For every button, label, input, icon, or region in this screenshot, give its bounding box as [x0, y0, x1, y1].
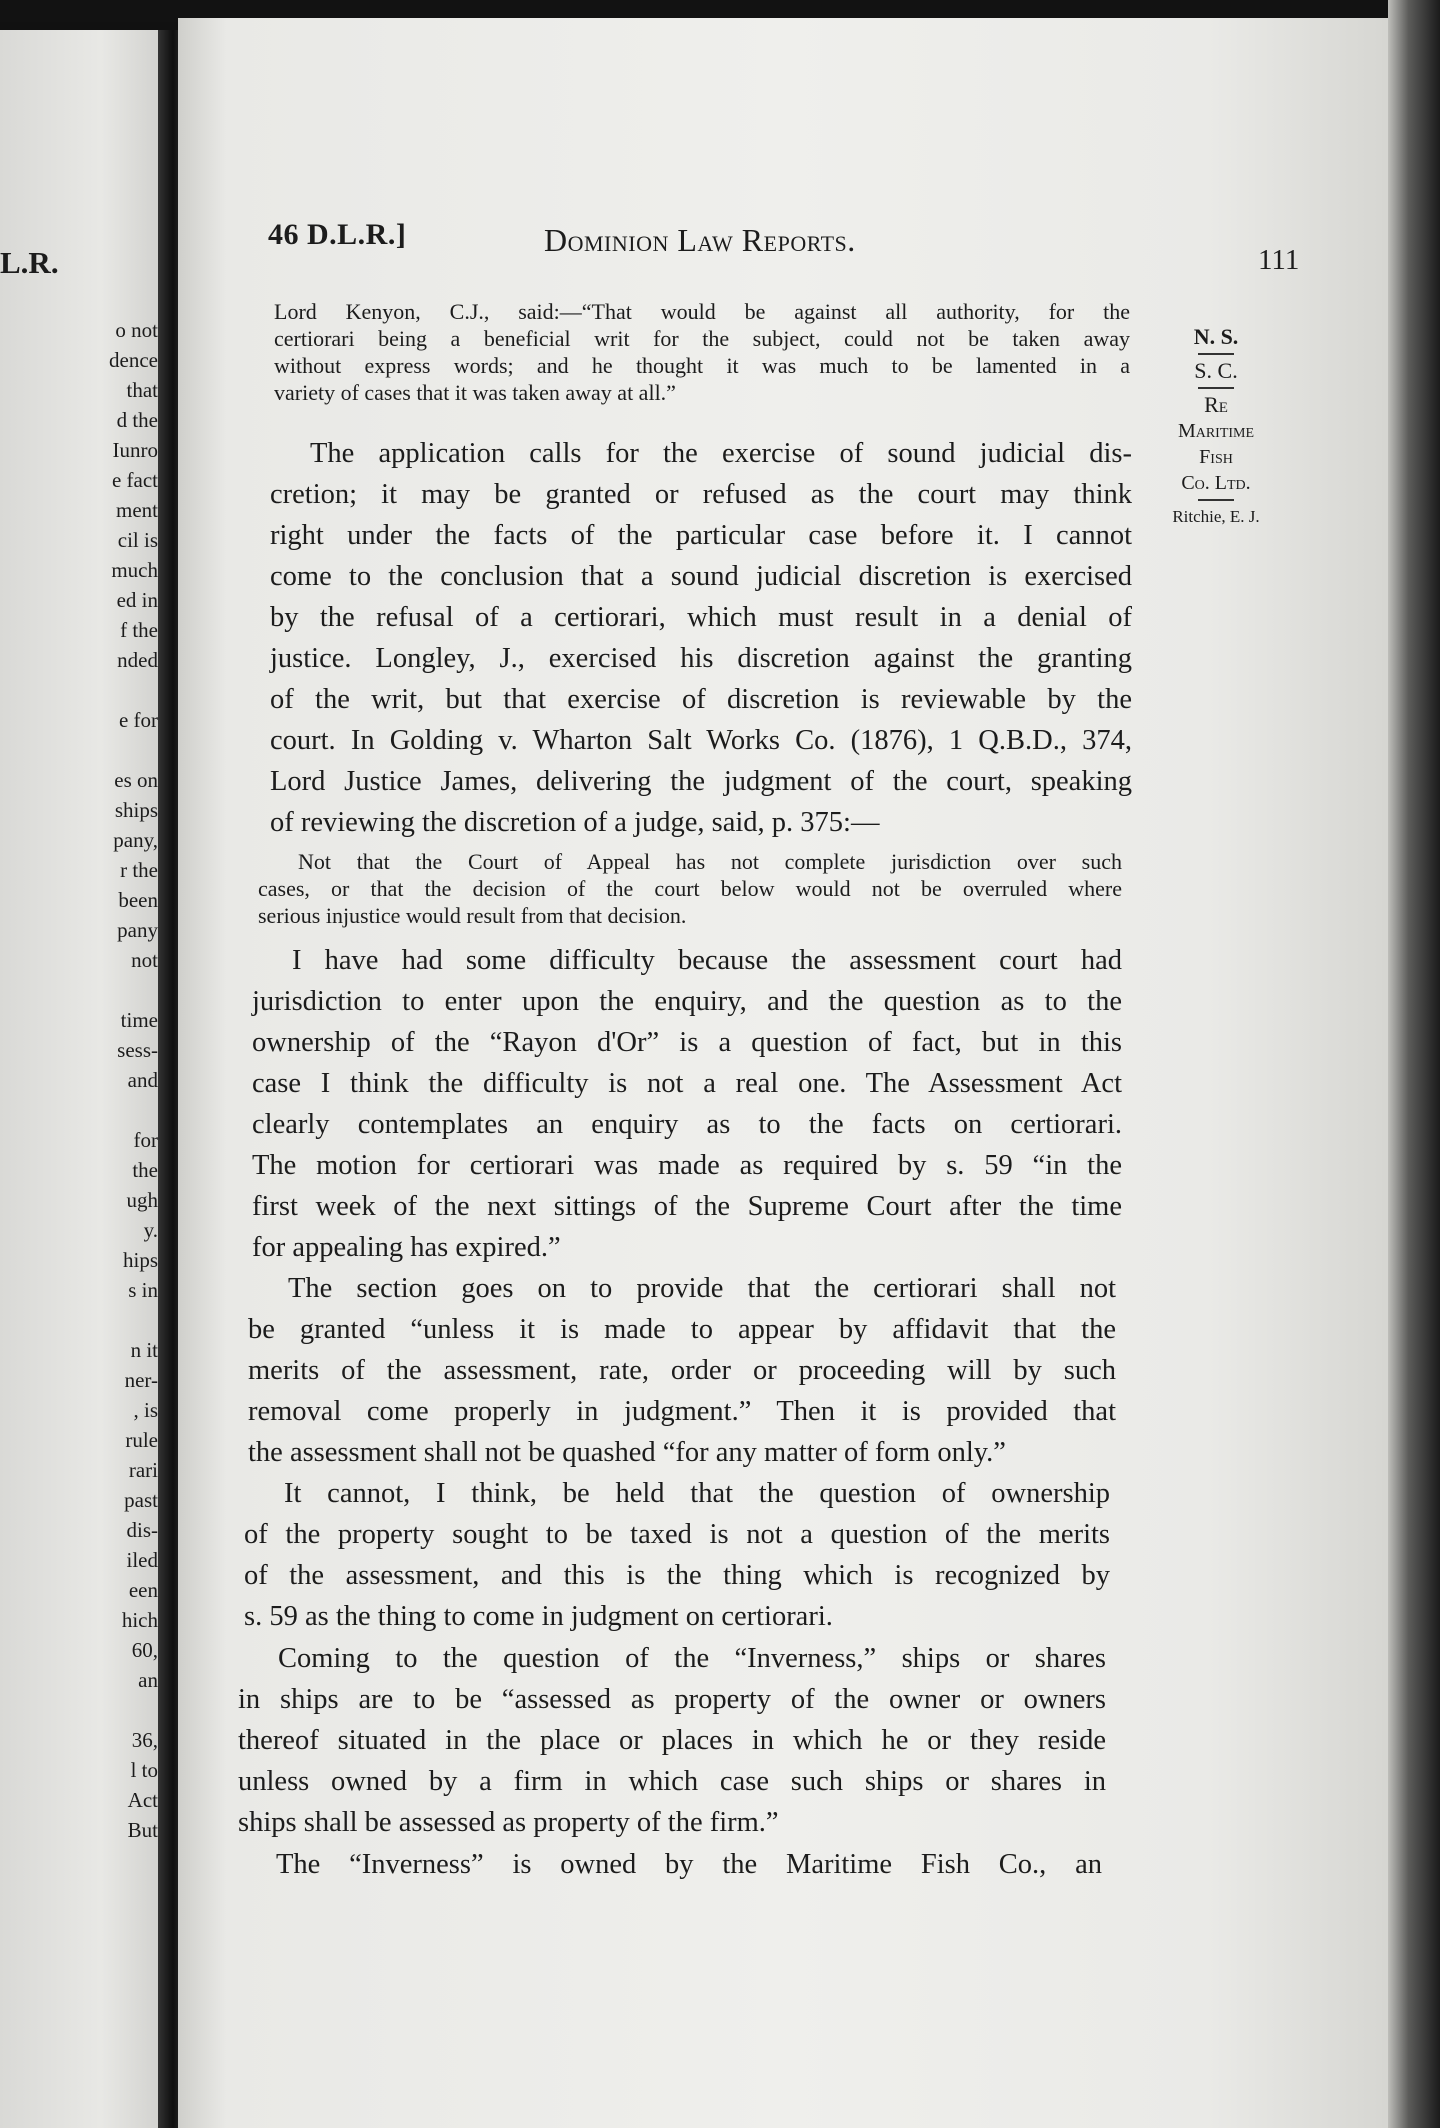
- running-title: Dominion Law Reports.: [544, 222, 856, 258]
- text-line: ownership of the “Rayon d'Or” is a question of fact, but in this: [252, 1027, 1122, 1058]
- text-line: without express words; and he thought it was much to be lamented in a: [274, 353, 1130, 378]
- text-line: It cannot, I think, be held that the question of ownership: [284, 1478, 1110, 1509]
- text-line: first week of the next sittings of the Supreme Court after the time: [252, 1191, 1122, 1222]
- previous-page-line: not: [131, 948, 158, 972]
- text-line: jurisdiction to enter upon the enquiry, and the question as to the: [252, 986, 1122, 1017]
- text-line: of the assessment, and this is the thing which is recognized by: [244, 1560, 1110, 1591]
- previous-page-line: hips: [122, 1248, 158, 1272]
- text-line: Not that the Court of Appeal has not complete jurisdiction over such: [298, 849, 1122, 874]
- sidenote-rule: [1198, 499, 1234, 501]
- text-line: of the property sought to be taxed is not a question of the merits: [244, 1519, 1110, 1550]
- text-line: The “Inverness” is owned by the Maritime Fish Co., an: [276, 1849, 1102, 1880]
- paragraph-maritime-fish: [236, 1844, 1102, 1885]
- text-line: Lord Justice James, delivering the judgment of the court, speaking: [270, 766, 1132, 797]
- previous-page-line: and: [127, 1068, 158, 1092]
- text-line: cretion; it may be granted or refused as the court may think: [270, 479, 1132, 510]
- text-line: thereof situated in the place or places in which he or they reside: [238, 1725, 1106, 1756]
- previous-page-line: e for: [118, 708, 158, 732]
- previous-page-line: ugh: [126, 1188, 158, 1212]
- paragraph-difficulty: [252, 940, 1122, 1268]
- text-line: I have had some difficulty because the assessment court had: [292, 945, 1122, 976]
- previous-page-line: sess-: [117, 1038, 158, 1062]
- previous-page-line: es on: [114, 768, 158, 792]
- text-line: unless owned by a firm in which case such ships or shares in: [238, 1766, 1106, 1797]
- previous-page-line: past: [124, 1488, 158, 1512]
- previous-page-line: 60,: [131, 1638, 158, 1662]
- sidenote-court: S. C.: [1194, 358, 1238, 383]
- document-page: [178, 18, 1388, 2128]
- previous-page-line: een: [128, 1578, 158, 1602]
- paragraph-inverness: [238, 1638, 1106, 1843]
- previous-page-line: much: [111, 558, 158, 582]
- page-number: 111: [1258, 244, 1300, 276]
- previous-page-line: that: [126, 378, 158, 402]
- text-line: clearly contemplates an enquiry as to the facts on certiorari.: [252, 1109, 1122, 1140]
- sidenote-case-line: Fish: [1199, 446, 1233, 468]
- previous-page-line: pany: [117, 918, 158, 942]
- text-line: serious injustice would result from that decision.: [258, 903, 687, 928]
- text-line: justice. Longley, J., exercised his discretion against the granting: [270, 643, 1132, 674]
- text-line: be granted “unless it is made to appear by affidavit that the: [248, 1314, 1116, 1345]
- previous-page-line: hich: [121, 1608, 158, 1632]
- paragraph-discretion: [270, 433, 1132, 843]
- volume-label: 46 D.L.R.]: [268, 218, 407, 251]
- text-line: come to the conclusion that a sound judicial discretion is exercised: [270, 561, 1132, 592]
- text-line: variety of cases that it was taken away at all.”: [274, 380, 676, 405]
- previous-page-line: pany,: [113, 828, 158, 852]
- previous-page-line: o not: [115, 318, 158, 342]
- text-line: Coming to the question of the “Inverness,” ships or shares: [278, 1643, 1106, 1674]
- previous-page-line: 36,: [131, 1728, 158, 1752]
- text-line: The section goes on to provide that the certiorari shall not: [288, 1273, 1116, 1304]
- previous-page-line: e fact: [111, 468, 158, 492]
- text-line: by the refusal of a certiorari, which must result in a denial of: [270, 602, 1132, 633]
- previous-page-line: an: [138, 1668, 158, 1692]
- previous-page-line: dence: [109, 348, 158, 372]
- previous-page-line: for: [133, 1128, 158, 1152]
- previous-page-line: nded: [117, 648, 158, 672]
- previous-page-line: ment: [116, 498, 158, 522]
- previous-page-line: r the: [120, 858, 158, 882]
- case-sidenote: [1146, 324, 1286, 530]
- text-line: court. In Golding v. Wharton Salt Works Co. (1876), 1 Q.B.D., 374,: [270, 725, 1132, 756]
- previous-page-line: ner-: [124, 1368, 158, 1392]
- text-line: ships shall be assessed as property of the firm.”: [238, 1807, 779, 1838]
- previous-page-line: ships: [114, 798, 158, 822]
- text-line: case I think the difficulty is not a real one. The Assessment Act: [252, 1068, 1122, 1099]
- text-line: merits of the assessment, rate, order or proceeding will by such: [248, 1355, 1116, 1386]
- previous-page-line: cil is: [117, 528, 158, 552]
- text-line: The application calls for the exercise of sound judicial dis-: [310, 438, 1132, 469]
- previous-page-line: iled: [126, 1548, 158, 1572]
- text-line: of reviewing the discretion of a judge, said, p. 375:—: [270, 807, 880, 838]
- scan-right-edge: [1388, 0, 1440, 2128]
- previous-page-line: l to: [130, 1758, 158, 1782]
- previous-page-line: Iunro: [112, 438, 158, 462]
- previous-page-line: the: [132, 1158, 158, 1182]
- sidenote-rule: [1198, 353, 1234, 355]
- text-line: in ships are to be “assessed as property of the owner or owners: [238, 1684, 1106, 1715]
- previous-page-line: ed in: [116, 588, 158, 612]
- sidenote-rule: [1198, 387, 1234, 389]
- previous-page-fragment: [0, 30, 168, 2128]
- previous-page-line: f the: [120, 618, 158, 642]
- previous-page-line: But: [127, 1818, 158, 1842]
- text-line: The motion for certiorari was made as required by s. 59 “in the: [252, 1150, 1122, 1181]
- previous-page-line: s in: [128, 1278, 158, 1302]
- previous-page-line: been: [118, 888, 158, 912]
- previous-page-line: rari: [128, 1458, 158, 1482]
- sidenote-judge: Ritchie, E. J.: [1172, 507, 1260, 526]
- text-line: Lord Kenyon, C.J., said:—“That would be against all authority, for the: [274, 299, 1130, 324]
- paragraph-section: [248, 1268, 1116, 1473]
- previous-page-line: y.: [143, 1218, 158, 1242]
- text-line: for appealing has expired.”: [252, 1232, 561, 1263]
- sidenote-province: N. S.: [1193, 324, 1239, 349]
- text-line: removal come properly in judgment.” Then it is provided that: [248, 1396, 1116, 1427]
- text-line: certiorari being a beneficial writ for the subject, could not be taken away: [274, 326, 1130, 351]
- previous-page-line: dis-: [126, 1518, 158, 1542]
- previous-page-line: n it: [130, 1338, 158, 1362]
- sidenote-case-line: Maritime: [1177, 420, 1255, 442]
- previous-page-line: rule: [125, 1428, 158, 1452]
- paragraph-ownership: [244, 1473, 1110, 1637]
- text-line: of the writ, but that exercise of discretion is reviewable by the: [270, 684, 1132, 715]
- previous-page-header: L.R.: [0, 245, 59, 280]
- text-line: the assessment shall not be quashed “for any matter of form only.”: [248, 1437, 1006, 1468]
- quote-kenyon: [274, 298, 1130, 406]
- previous-page-line: , is: [133, 1398, 158, 1422]
- text-line: right under the facts of the particular case before it. I cannot: [270, 520, 1132, 551]
- previous-page-line: time: [120, 1008, 158, 1032]
- sidenote-case-line: Re: [1204, 392, 1228, 417]
- text-line: cases, or that the decision of the court below would not be overruled where: [258, 876, 1122, 901]
- text-line: s. 59 as the thing to come in judgment on certiorari.: [244, 1601, 833, 1632]
- previous-page-line: Act: [127, 1788, 158, 1812]
- sidenote-case-line: Co. Ltd.: [1181, 472, 1251, 494]
- previous-page-line: d the: [116, 408, 158, 432]
- quote-golding: [258, 848, 1122, 929]
